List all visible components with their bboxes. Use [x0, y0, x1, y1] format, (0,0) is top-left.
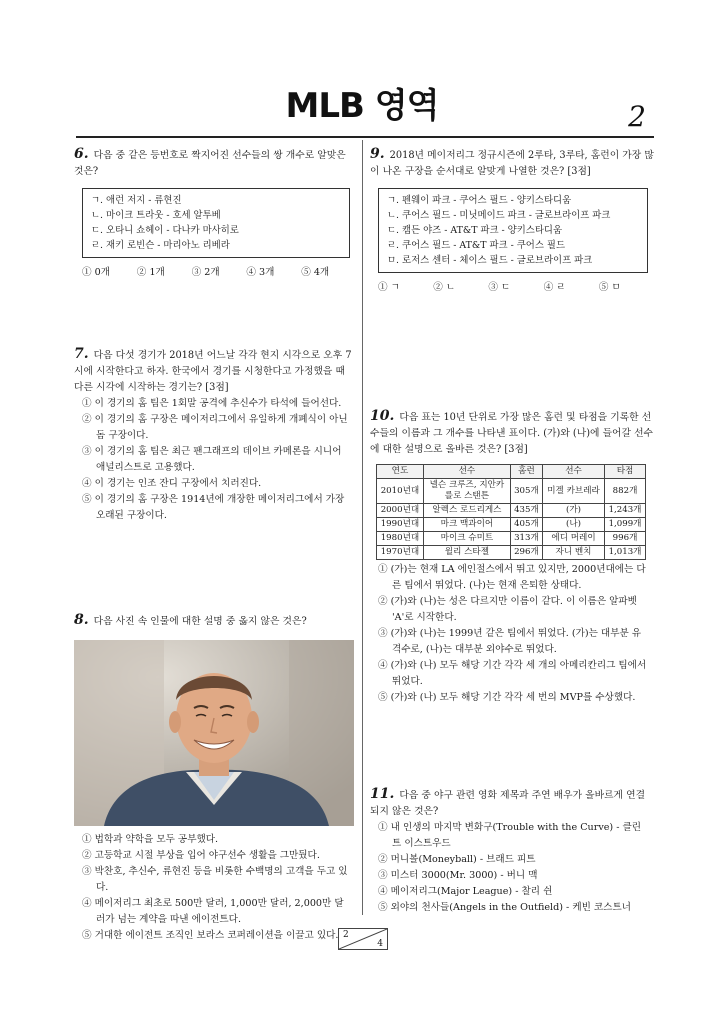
option-1[interactable]: ① 내 인생의 마지막 변화구(Trouble with the Curve) - 클린트 이스트우드 — [378, 822, 642, 849]
question-number: 6. — [74, 146, 89, 162]
column-header: 선수 — [423, 465, 510, 479]
example-item: ㄱ. 펜웨이 파크 - 쿠어스 필드 - 양키스타디움 — [387, 195, 572, 206]
question-stem: 다음 표는 10년 단위로 가장 많은 홈런 및 타점을 기록한 선수들의 이름과 그 개수를 나타낸 표이다. (가)와 (나)에 들어갈 선수에 대한 설명으로 올바른 것은? [3점] — [370, 412, 654, 455]
table-row — [377, 479, 646, 504]
choice-4[interactable]: ④ ㄹ — [543, 282, 566, 293]
option-2[interactable]: ② (가)와 (나)는 성은 다르지만 이름이 같다. 이 이름은 알파벳 'A'로 시작한다. — [378, 596, 637, 623]
example-box — [82, 188, 350, 258]
example-item: ㄱ. 애런 저지 - 류현진 — [91, 195, 182, 206]
table-cell: 자니 벤치 — [542, 546, 604, 560]
option-2[interactable]: ② 머니볼(Moneyball) - 브래드 피트 — [378, 854, 536, 865]
table-row — [377, 504, 646, 518]
table-cell: 2000년대 — [377, 504, 424, 518]
option-4[interactable]: ④ (가)와 (나) 모두 해당 기간 각각 세 개의 아메리칸리그 팀에서 뛰었다. — [378, 660, 647, 687]
table-cell: (나) — [542, 518, 604, 532]
column-header: 타점 — [605, 465, 646, 479]
choice-row — [82, 266, 356, 280]
table-header-row — [377, 465, 646, 479]
table-cell: 882개 — [605, 479, 646, 504]
choice-row — [378, 281, 654, 295]
question-9 — [370, 146, 654, 295]
table-row — [377, 546, 646, 560]
option-4[interactable]: ④ 메이저리그 최초로 500만 달러, 1,000만 달러, 2,000만 달러가 넘는 계약을 따낸 에이전트다. — [82, 898, 344, 925]
question-7 — [74, 346, 356, 524]
choice-3[interactable]: ③ ㄷ — [488, 282, 511, 293]
table-cell: 1,099개 — [605, 518, 646, 532]
option-5[interactable]: ⑤ 외야의 천사들(Angels in the Outfield) - 케빈 코스트너 — [378, 902, 631, 913]
question-number: 7. — [74, 346, 89, 362]
table-cell: (가) — [542, 504, 604, 518]
table-cell: 1,243개 — [605, 504, 646, 518]
table-cell: 에디 머레이 — [542, 532, 604, 546]
page-title: MLB 영역 — [285, 86, 439, 126]
table-row — [377, 518, 646, 532]
table-cell: 305개 — [510, 479, 542, 504]
choice-5[interactable]: ⑤ 4개 — [301, 267, 330, 278]
column-divider — [362, 140, 363, 915]
table-cell: 405개 — [510, 518, 542, 532]
table-cell: 알렉스 로드리게스 — [423, 504, 510, 518]
table-cell: 1970년대 — [377, 546, 424, 560]
table-cell: 435개 — [510, 504, 542, 518]
choice-5[interactable]: ⑤ ㅁ — [598, 282, 621, 293]
example-item: ㄴ. 마이크 트라웃 - 호세 알투베 — [91, 210, 221, 221]
header-rule — [76, 136, 654, 138]
current-page: 2 — [343, 930, 349, 940]
choice-4[interactable]: ④ 3개 — [246, 267, 275, 278]
option-4[interactable]: ④ 메이저리그(Major League) - 찰리 쉰 — [378, 886, 553, 897]
column-header: 홈런 — [510, 465, 542, 479]
question-10 — [370, 408, 654, 706]
choice-1[interactable]: ① 0개 — [82, 267, 111, 278]
option-5[interactable]: ⑤ (가)와 (나) 모두 해당 기간 각각 세 번의 MVP를 수상했다. — [378, 692, 636, 703]
choice-3[interactable]: ③ 2개 — [191, 267, 220, 278]
question-number: 9. — [370, 146, 385, 162]
option-3[interactable]: ③ 이 경기의 홈 팀은 최근 팬그래프의 데이브 카메론을 시니어 애널리스트로 고용했다. — [82, 446, 342, 473]
option-1[interactable]: ① 이 경기의 홈 팀은 1회말 공격에 추신수가 타석에 들어선다. — [82, 398, 342, 409]
question-8 — [74, 612, 356, 944]
option-4[interactable]: ④ 이 경기는 인조 잔디 구장에서 치러진다. — [82, 478, 262, 489]
table-cell: 윌리 스타젤 — [423, 546, 510, 560]
example-item: ㄴ. 쿠어스 필드 - 미닛메이드 파크 - 글로브라이프 파크 — [387, 210, 611, 221]
question-11 — [370, 786, 654, 916]
page-indicator — [338, 928, 388, 950]
example-item: ㄷ. 오타니 쇼헤이 - 다나카 마사히로 — [91, 225, 239, 236]
option-2[interactable]: ② 이 경기의 홈 구장은 메이저리그에서 유일하게 개폐식이 아닌 돔 구장이다. — [82, 414, 348, 441]
option-2[interactable]: ② 고등학교 시절 부상을 입어 야구선수 생활을 그만뒀다. — [82, 850, 320, 861]
table-row — [377, 532, 646, 546]
table-cell: 313개 — [510, 532, 542, 546]
table-cell: 1980년대 — [377, 532, 424, 546]
table-cell: 296개 — [510, 546, 542, 560]
table-cell: 2010년대 — [377, 479, 424, 504]
choice-2[interactable]: ② ㄴ — [433, 282, 456, 293]
table-cell: 넬슨 크루즈, 지안카를로 스탠튼 — [423, 479, 510, 504]
option-1[interactable]: ① 법학과 약학을 모두 공부했다. — [82, 834, 219, 845]
total-pages: 4 — [377, 939, 383, 949]
question-stem: 다음 사진 속 인물에 대한 설명 중 옳지 않은 것은? — [93, 616, 307, 627]
option-1[interactable]: ① (가)는 현재 LA 에인절스에서 뛰고 있지만, 2000년대에는 다른 팀에서 뛰었다. (나)는 현재 은퇴한 상태다. — [378, 564, 646, 591]
option-3[interactable]: ③ 미스터 3000(Mr. 3000) - 버니 맥 — [378, 870, 538, 881]
table-cell: 996개 — [605, 532, 646, 546]
question-number: 10. — [370, 408, 395, 424]
question-stem: 다음 중 야구 관련 영화 제목과 주연 배우가 올바르게 연결되지 않은 것은? — [370, 790, 646, 817]
stats-table — [376, 464, 646, 560]
question-number: 8. — [74, 612, 89, 628]
table-cell: 1990년대 — [377, 518, 424, 532]
option-5[interactable]: ⑤ 이 경기의 홈 구장은 1914년에 개장한 메이저리그에서 가장 오래된 구장이다. — [82, 494, 345, 521]
example-box — [378, 188, 648, 273]
table-cell: 마이크 슈미트 — [423, 532, 510, 546]
option-5[interactable]: ⑤ 거대한 에이전트 조직인 보라스 코퍼레이션을 이끌고 있다. — [82, 930, 339, 941]
example-item: ㄹ. 재키 로빈슨 - 마리아노 리베라 — [91, 240, 230, 251]
table-cell: 미겔 카브레라 — [542, 479, 604, 504]
person-photo — [74, 640, 354, 826]
example-item: ㄷ. 캠든 야즈 - AT&T 파크 - 양키스타디움 — [387, 225, 563, 236]
question-stem: 다음 다섯 경기가 2018년 어느날 각각 현지 시각으로 오후 7시에 시작한다고 하자. 한국에서 경기를 시청한다고 가정했을 때 다른 시각에 시작하는 경기는? [3점] — [74, 350, 352, 393]
option-3[interactable]: ③ (가)와 (나)는 1999년 같은 팀에서 뛰었다. (가)는 대부분 유격수로, (나)는 대부분 외야수로 뛰었다. — [378, 628, 642, 655]
table-cell: 1,013개 — [605, 546, 646, 560]
choice-2[interactable]: ② 1개 — [136, 267, 165, 278]
column-header: 연도 — [377, 465, 424, 479]
example-item: ㄹ. 쿠어스 필드 - AT&T 파크 - 쿠어스 필드 — [387, 240, 565, 251]
table-cell: 마크 맥과이어 — [423, 518, 510, 532]
column-header: 선수 — [542, 465, 604, 479]
question-number: 11. — [370, 786, 395, 802]
example-item: ㅁ. 로저스 센터 - 체이스 필드 - 글로브라이프 파크 — [387, 255, 593, 266]
person-photo-illustration — [74, 640, 354, 826]
choice-1[interactable]: ① ㄱ — [378, 282, 400, 293]
option-3[interactable]: ③ 박찬호, 추신수, 류현진 등을 비롯한 수백명의 고객을 두고 있다. — [82, 866, 348, 893]
question-6 — [74, 146, 356, 280]
question-stem: 다음 중 같은 등번호로 짝지어진 선수들의 쌍 개수로 알맞은 것은? — [74, 150, 346, 177]
question-stem: 2018년 메이저리그 정규시즌에 2루타, 3루타, 홈런이 가장 많이 나온 구장을 순서대로 알맞게 나열한 것은? [3점] — [370, 150, 654, 177]
page-number: 2 — [628, 100, 646, 133]
